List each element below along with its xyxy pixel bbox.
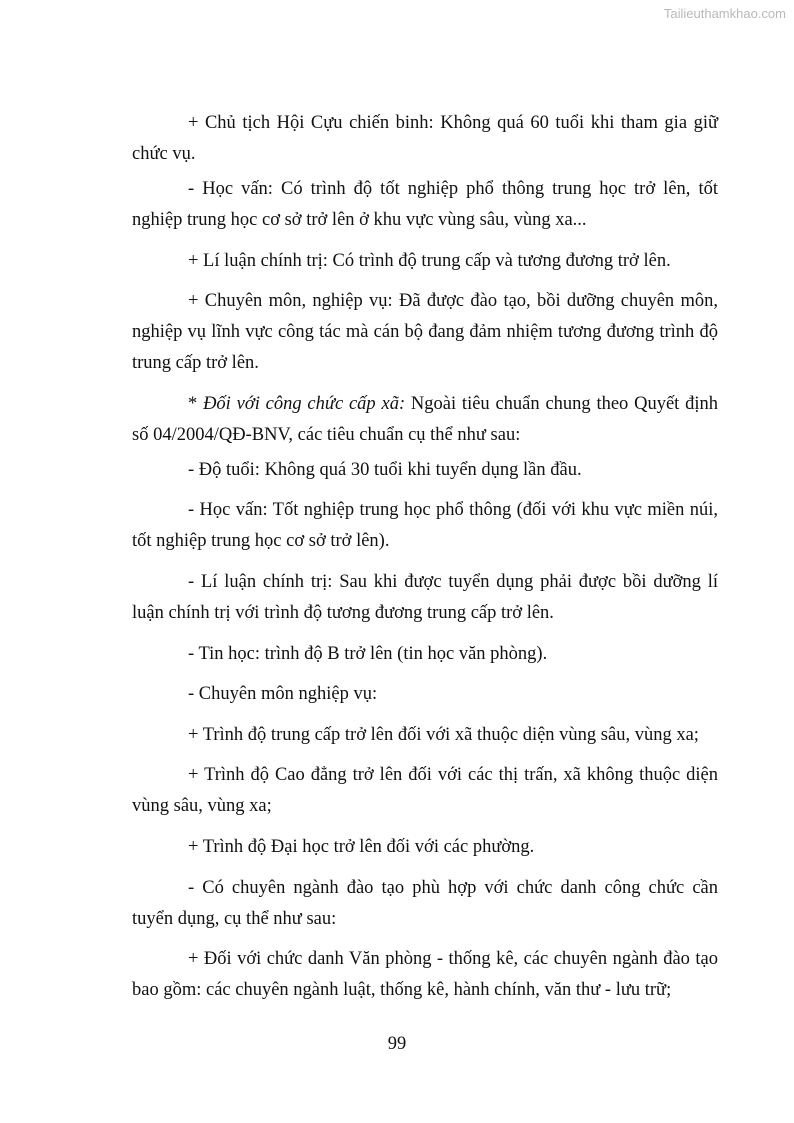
bullet-star: *: [188, 393, 204, 414]
paragraph-it-skills: - Tin học: trình độ B trở lên (tin học văn phòng).: [188, 643, 548, 664]
paragraph-chairman-veterans: + Chủ tịch Hội Cựu chiến binh: Không quá 60 tuổi khi tham gia giữ chức vụ.: [132, 113, 718, 164]
paragraph-professional-skills: + Chuyên môn, nghiệp vụ: Đã được đào tạo, bồi dưỡng chuyên môn, nghiệp vụ lĩnh vực công tác mà cán bộ đang đảm nhiệm tương đương trình độ trung cấp trở lên.: [132, 291, 718, 374]
paragraph-education: - Học vấn: Tốt nghiệp trung học phổ thông (đối với khu vực miền núi, tốt nghiệp trung học cơ sở trở lên).: [132, 500, 718, 552]
paragraph-office-statistics: + Đối với chức danh Văn phòng - thống kê, các chuyên ngành đào tạo bao gồm: các chuyên ngành luật, thống kê, hành chính, văn thư - lưu trữ;: [132, 949, 718, 1001]
paragraph-age: - Độ tuổi: Không quá 30 tuổi khi tuyển dụng lần đầu.: [188, 459, 582, 480]
paragraph-professional-heading: - Chuyên môn nghiệp vụ:: [188, 684, 378, 705]
paragraph-education-level: - Học vấn: Có trình độ tốt nghiệp phổ thông trung học trở lên, tốt nghiệp trung học cơ sở trở lên ở khu vực vùng sâu, vùng xa...: [132, 179, 718, 230]
paragraph-commune-officials: [132, 389, 718, 451]
paragraph-specialization: - Có chuyên ngành đào tạo phù hợp với chức danh công chức cần tuyển dụng, cụ thể như sau:: [132, 877, 718, 929]
commune-officials-heading: Đối với công chức cấp xã:: [203, 393, 406, 414]
paragraph-towns: + Trình độ Cao đẳng trở lên đối với các thị trấn, xã không thuộc diện vùng sâu, vùng xa;: [132, 765, 718, 817]
page-number: 99: [387, 1034, 407, 1054]
watermark: Tailieuthamkhao.com: [663, 6, 786, 21]
paragraph-wards: + Trình độ Đại học trở lên đối với các phường.: [188, 836, 535, 857]
paragraph-political-theory: + Lí luận chính trị: Có trình độ trung cấp và tương đương trở lên.: [188, 250, 671, 271]
document-body: [132, 108, 718, 1016]
commune-officials-text: Ngoài tiêu chuẩn chung theo Quyết định số 04/2004/QĐ-BNV, các tiêu chuẩn cụ thể như sau:: [132, 393, 719, 445]
paragraph-remote-areas: + Trình độ trung cấp trở lên đối với xã thuộc diện vùng sâu, vùng xa;: [188, 724, 699, 745]
paragraph-political-training: - Lí luận chính trị: Sau khi được tuyển dụng phải được bồi dưỡng lí luận chính trị với trình độ tương đương trung cấp trở lên.: [132, 571, 718, 623]
